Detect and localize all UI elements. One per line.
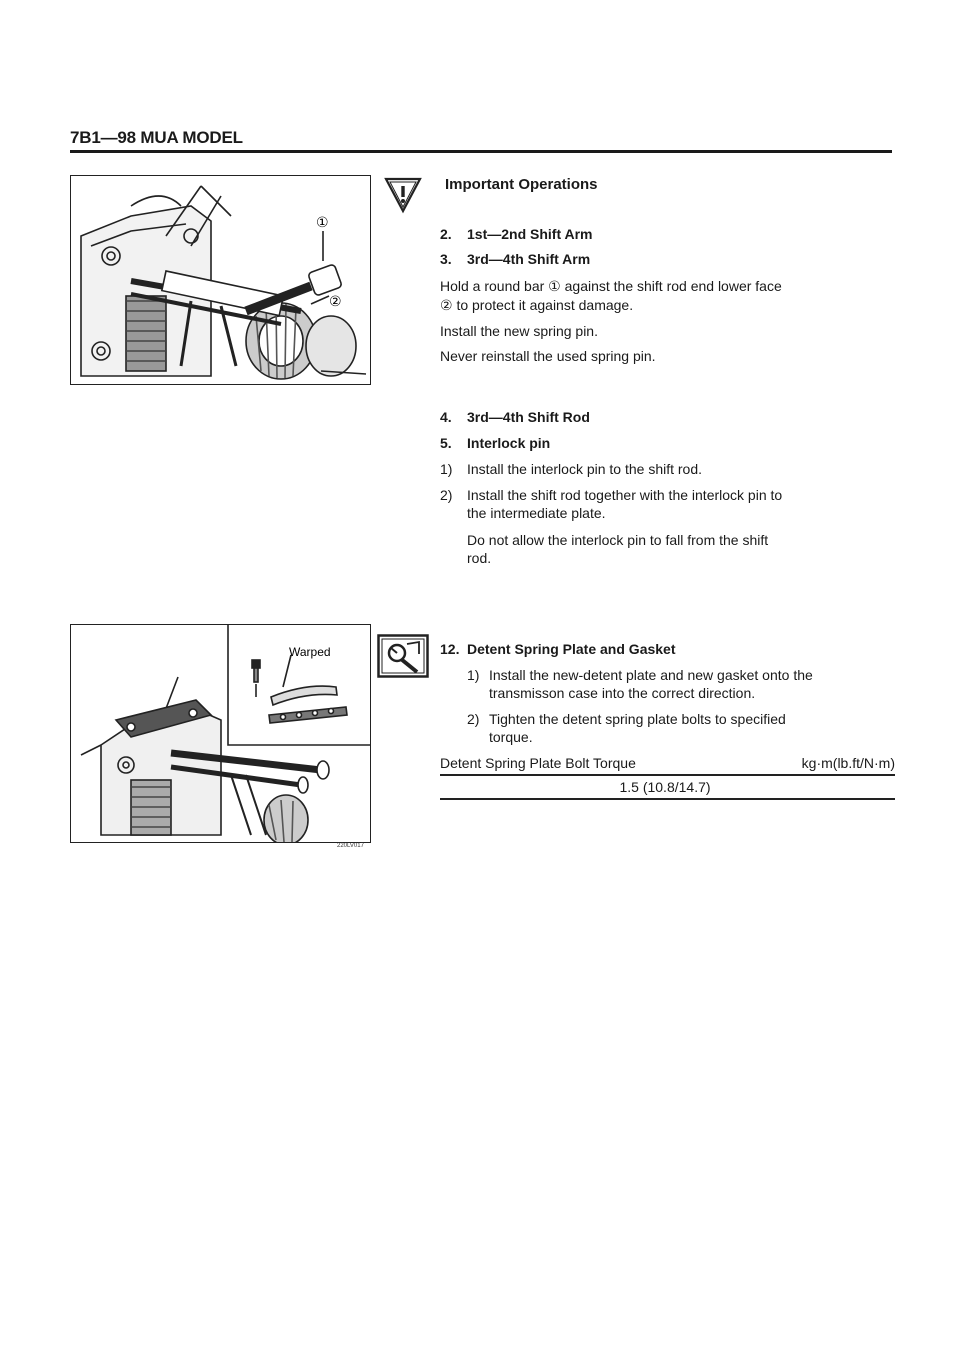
list-item: 12. Detent Spring Plate and Gasket — [440, 641, 676, 657]
paragraph-line: Install the new spring pin. — [440, 323, 598, 339]
torque-label: Detent Spring Plate Bolt Torque — [440, 755, 636, 771]
step-item: 1) Install the interlock pin to the shift rod. — [440, 461, 703, 477]
warning-icon — [384, 176, 422, 219]
note-line: Do not allow the interlock pin to fall from the shift — [467, 532, 769, 548]
callout-2: ② — [329, 294, 342, 310]
step-continuation: transmisson case into the correct direction. — [489, 685, 756, 701]
list-item: 5. Interlock pin — [440, 435, 551, 451]
warped-label: Warped — [289, 645, 331, 659]
table-rule-top — [440, 774, 895, 776]
paragraph-line: Hold a round bar ① against the shift rod end lower face — [440, 278, 782, 294]
list-item: 4. 3rd—4th Shift Rod — [440, 409, 590, 425]
table-rule-bottom — [440, 798, 895, 800]
section-title-important-operations: Important Operations — [445, 176, 598, 193]
figure-shift-arm — [70, 175, 371, 385]
figure-detent-spring-plate — [70, 624, 371, 843]
shift-arm-illustration — [71, 176, 370, 384]
step-item: 2) Install the shift rod together with the interlock pin to — [440, 487, 783, 503]
paragraph-line: Never reinstall the used spring pin. — [440, 348, 656, 364]
step-continuation: torque. — [489, 729, 533, 745]
list-item: 3. 3rd—4th Shift Arm — [440, 251, 591, 267]
torque-value: 1.5 (10.8/14.7) — [619, 779, 711, 795]
paragraph-line: ② to protect it against damage. — [440, 297, 634, 313]
page-header: 7B1—98 MUA MODEL — [70, 128, 243, 147]
step-item: 1) Install the new-detent plate and new gasket onto the — [467, 667, 813, 683]
step-continuation: the intermediate plate. — [467, 505, 606, 521]
figure-code: 220LV017 — [337, 843, 364, 849]
header-rule — [70, 150, 892, 153]
list-item: 2. 1st—2nd Shift Arm — [440, 226, 593, 242]
note-line: rod. — [467, 550, 492, 566]
step-item: 2) Tighten the detent spring plate bolts to specified — [467, 711, 786, 727]
callout-1: ① — [316, 215, 329, 231]
torque-wrench-icon — [377, 634, 429, 683]
detent-plate-illustration — [71, 625, 370, 842]
torque-unit: kg·m(lb.ft/N·m) — [801, 755, 895, 771]
